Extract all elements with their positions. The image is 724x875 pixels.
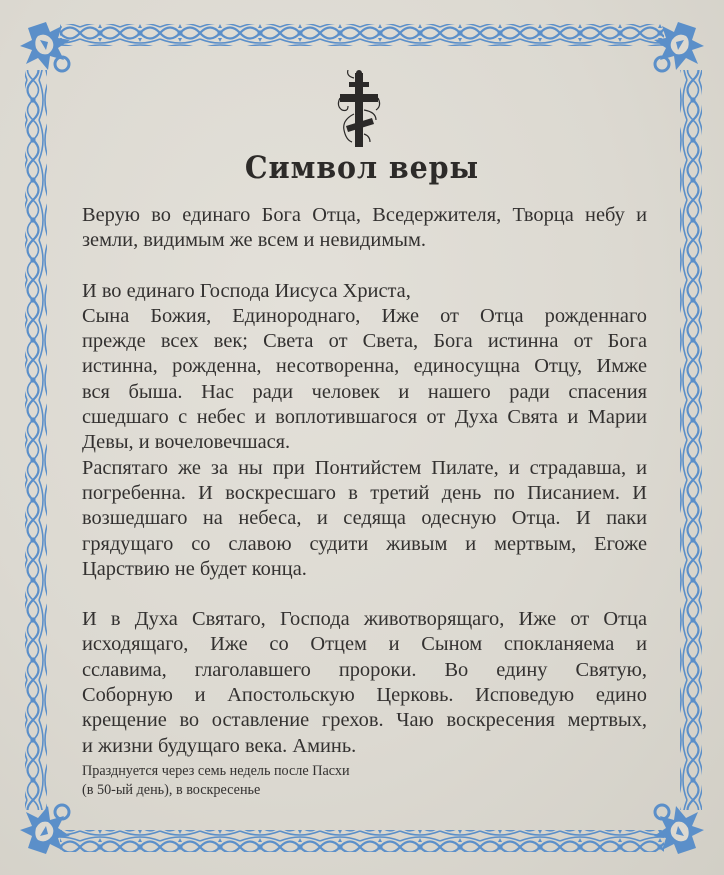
paragraph-articles-2-7 bbox=[82, 279, 647, 583]
footnote-line: (в 50-ый день), в воскресенье bbox=[82, 782, 261, 798]
orthodox-cross-icon bbox=[336, 70, 382, 148]
footnote bbox=[82, 762, 350, 800]
text-line: И во единаго Господа Иисуса Христа, bbox=[82, 279, 411, 302]
paragraph-articles-8-12 bbox=[82, 607, 647, 759]
text-line: земли, видимым же всем и невидимым. bbox=[82, 229, 426, 252]
text-line: Девы, и вочеловечшася. bbox=[82, 431, 291, 454]
footnote-line: Празднуется через семь недель после Пасхи bbox=[82, 763, 350, 779]
text-line: И в Духа Святаго, Господа животворящаго, Иже от Отца bbox=[82, 608, 647, 631]
text-line: Распятаго же за ны при Понтийстем Пилате, и страдавша, и bbox=[82, 456, 647, 479]
text-line: Царствию не будет конца. bbox=[82, 557, 307, 580]
text-line: истинна, рожденна, несотворенна, единосущна Отцу, Имже bbox=[82, 355, 647, 378]
text-line: сшедшаго с небес и воплотившагося от Духа Свята и Марии bbox=[82, 406, 647, 429]
text-line: вся быша. Нас ради человек и нашего ради спасения bbox=[82, 380, 647, 403]
paragraph-article-1 bbox=[82, 203, 647, 254]
text-line: крещение во оставление грехов. Чаю воскресения мертвых, bbox=[82, 709, 647, 732]
text-line: Верую во единаго Бога Отца, Вседержителя, Творца небу и bbox=[82, 204, 647, 226]
text-line: исходящаго, Иже со Отцем и Сыном спокланяема и bbox=[82, 633, 647, 656]
text-line: грядущаго со славою судити живым и мертвым, Егоже bbox=[82, 532, 647, 555]
text-line: возшедшаго на небеса, и седяща одесную Отца. И паки bbox=[82, 507, 647, 530]
text-line: и жизни будущаго века. Аминь. bbox=[82, 734, 357, 757]
text-line: прежде всех век; Света от Света, Бога истинна от Бога bbox=[82, 330, 647, 353]
document-title: Символ веры bbox=[244, 150, 480, 186]
text-line: Сына Божия, Единороднаго, Иже от Отца рожденнаго bbox=[82, 304, 647, 327]
text-line: Соборную и Апостольскую Церковь. Исповедую едино bbox=[82, 684, 647, 707]
text-line: погребенна. И воскресшаго в третий день по Писанием. И bbox=[82, 481, 647, 504]
creed-text bbox=[82, 203, 647, 759]
text-line: сславима, глаголавшего пророки. Во едину Святую, bbox=[82, 658, 647, 681]
